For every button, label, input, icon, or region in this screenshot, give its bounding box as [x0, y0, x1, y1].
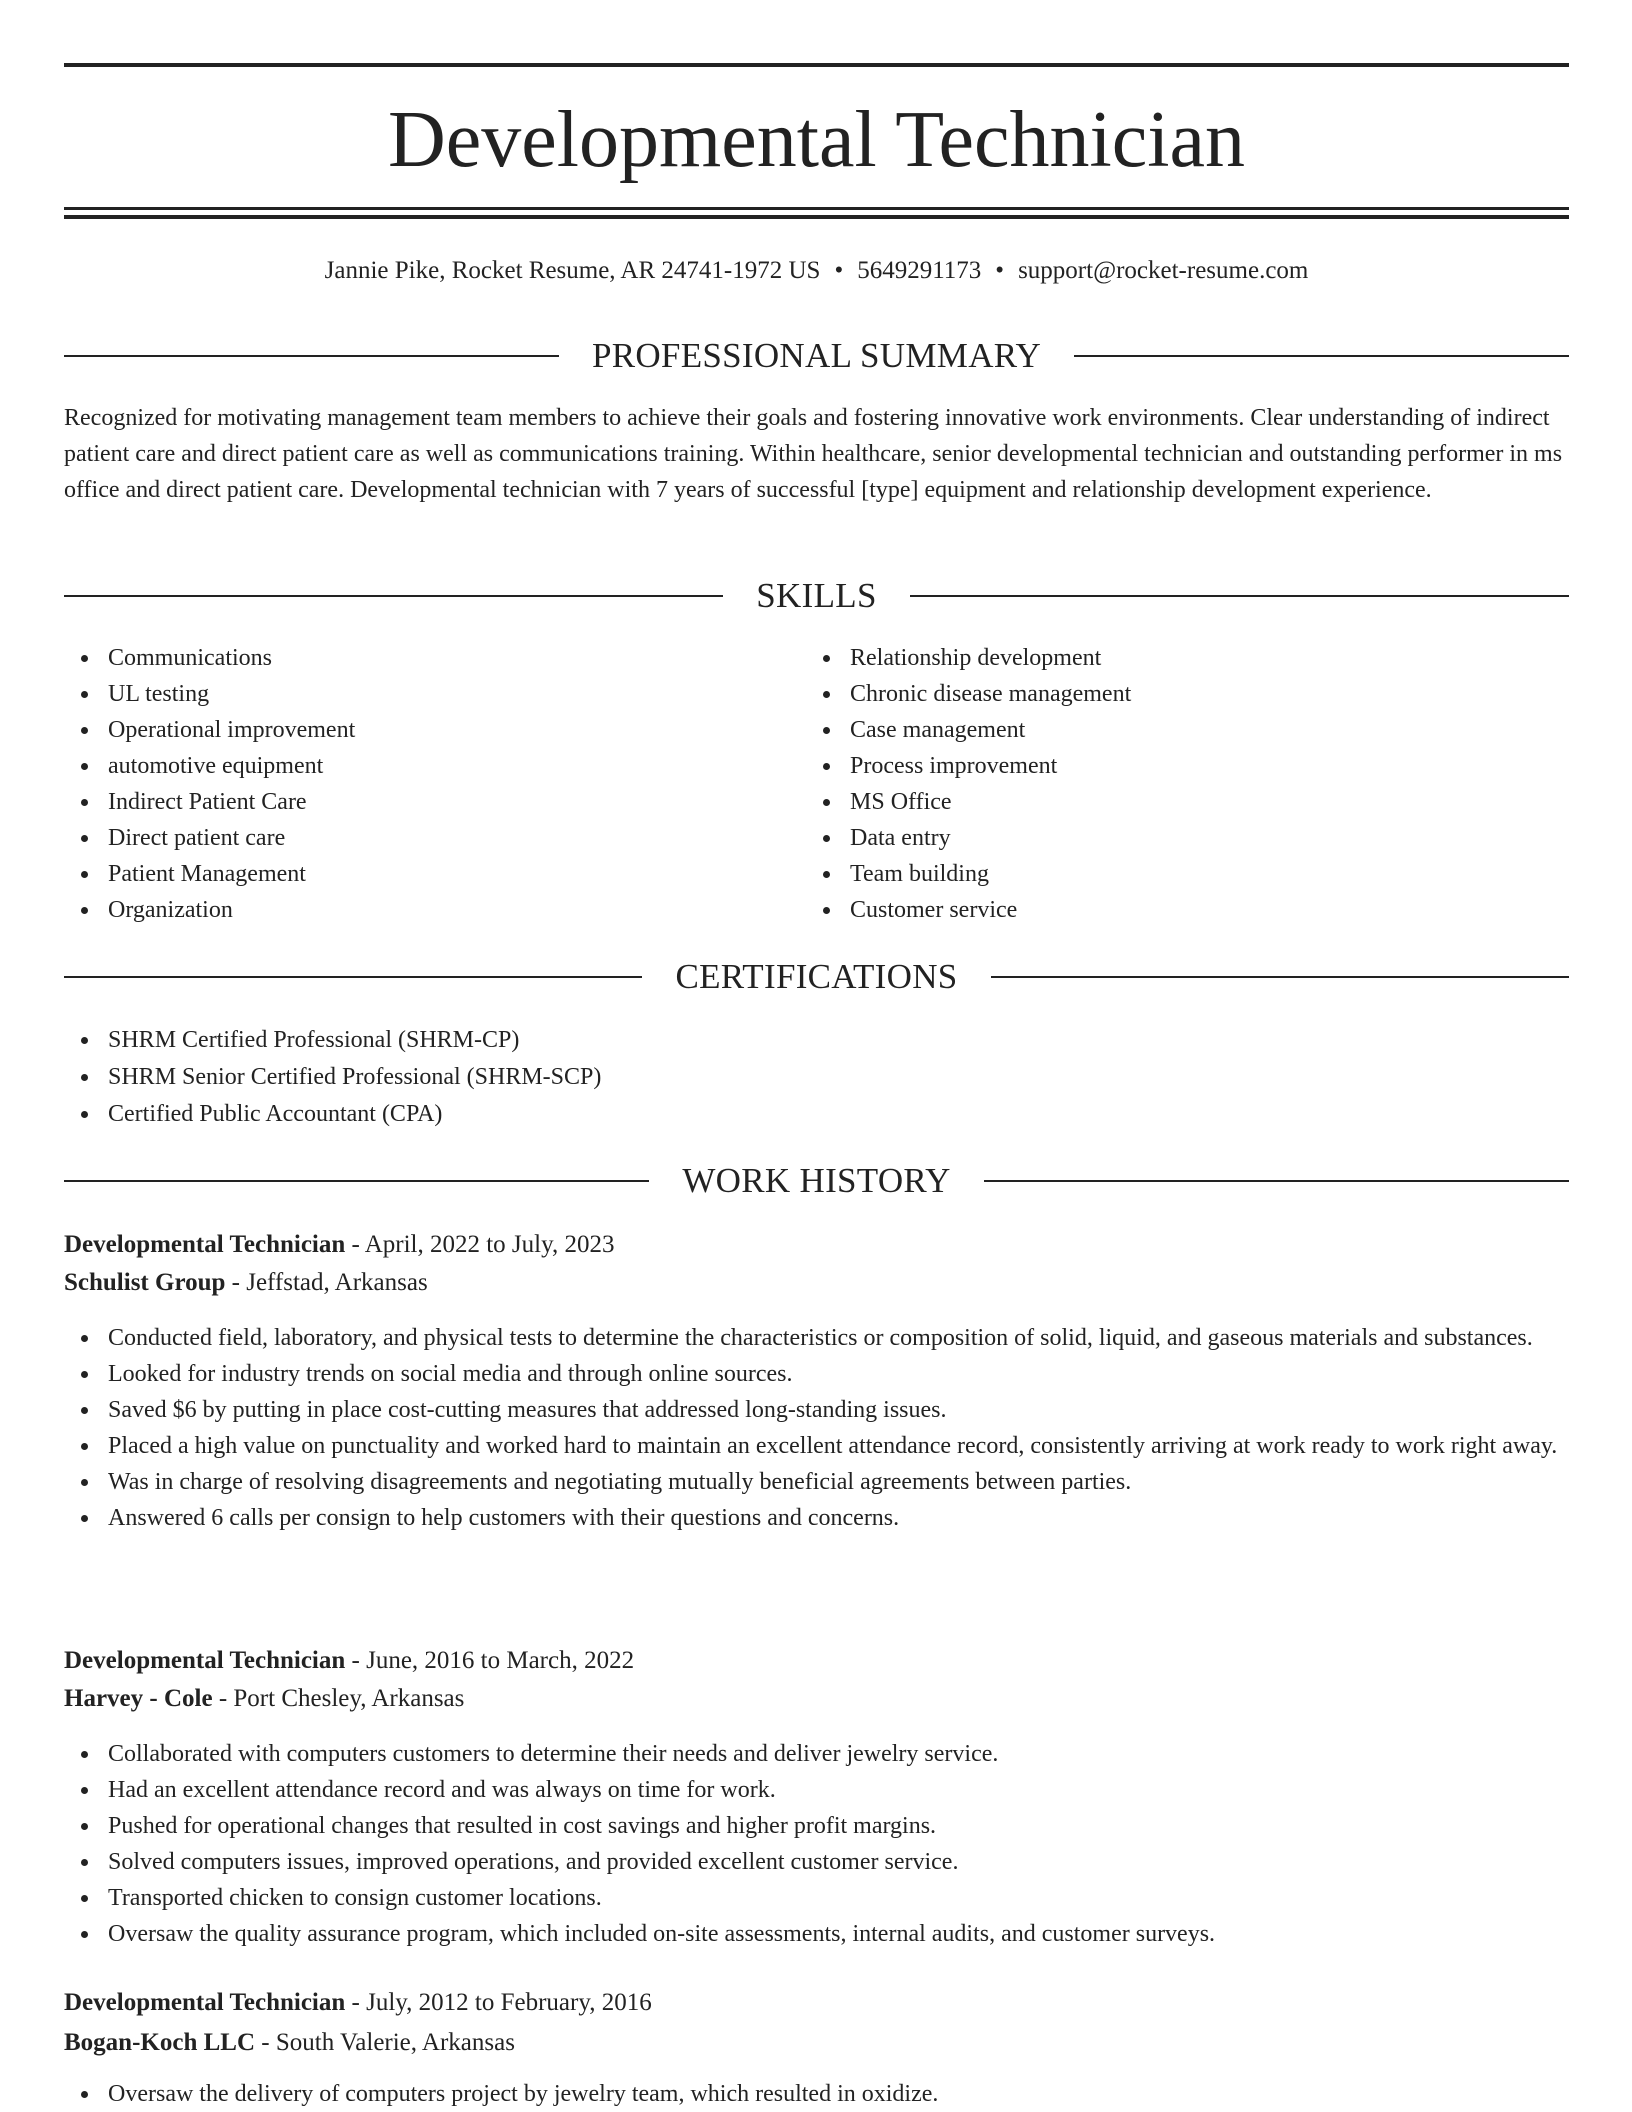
header-rule-upper: [64, 207, 1569, 210]
job-dates: - April, 2022 to July, 2023: [345, 1231, 615, 1258]
section-rule-left: [64, 1180, 649, 1182]
certification-item: SHRM Senior Certified Professional (SHRM-SCP): [64, 1059, 1569, 1096]
skill-item: Direct patient care: [64, 820, 764, 856]
skill-item: Operational improvement: [64, 712, 764, 748]
job-company: Harvey - Cole: [64, 1685, 213, 1712]
job-duty-item: Collaborated with computers customers to determine their needs and deliver jewelry service.: [64, 1736, 1569, 1772]
job-duty-item: Had an excellent attendance record and was always on time for work.: [64, 1772, 1569, 1808]
skill-item: Patient Management: [64, 856, 764, 892]
skill-item: MS Office: [806, 784, 1506, 820]
job-dates: - June, 2016 to March, 2022: [345, 1647, 635, 1674]
job-duties-list: [64, 1320, 1569, 1536]
section-rule-left: [64, 595, 723, 597]
skills-list-left: [64, 640, 764, 928]
job-location: - Port Chesley, Arkansas: [212, 1685, 465, 1712]
job-duty-item: Pushed for operational changes that resulted in cost savings and higher profit margins.: [64, 1808, 1569, 1844]
job-duty-item: Looked for industry trends on social media and through online sources.: [64, 1356, 1569, 1392]
job-location: - South Valerie, Arkansas: [255, 2029, 515, 2056]
skill-item: Customer service: [806, 892, 1506, 928]
job-duty-item: Was in charge of resolving disagreements and negotiating mutually beneficial agreements between parties.: [64, 1464, 1569, 1500]
job-duties-list: [64, 1736, 1569, 1952]
section-rule-left: [64, 976, 642, 978]
resume-name-heading: Developmental Technician: [387, 96, 1246, 184]
skill-item: Indirect Patient Care: [64, 784, 764, 820]
job-duty-item: Oversaw the delivery of computers project by jewelry team, which resulted in oxidize.: [64, 2076, 1569, 2112]
work-history-section-title: WORK HISTORY: [682, 1161, 951, 1200]
skill-item: UL testing: [64, 676, 764, 712]
contact-separator: •: [995, 257, 1005, 284]
certification-item: Certified Public Accountant (CPA): [64, 1096, 1569, 1133]
skills-section-header: [64, 573, 1569, 619]
job-company-line: [64, 2024, 1569, 2062]
section-rule-right: [910, 595, 1569, 597]
job-company-line: [64, 1264, 1569, 1302]
contact-separator: •: [834, 257, 844, 284]
work-history-section-header: [64, 1158, 1569, 1204]
summary-paragraph: Recognized for motivating management team members to achieve their goals and fostering innovative work environments. Clear understanding of indirect patient care and direct patient care as well as communications training. Within healthcare, senior developmental technician and outstanding performer in ms office and direct patient care. Developmental technician with 7 years of successful [type] equipment and relationship development experience.: [64, 405, 1563, 503]
section-rule-right: [991, 976, 1569, 978]
job-title: Developmental Technician: [64, 1989, 346, 2016]
job-company-line: [64, 1680, 1569, 1718]
job-title: Developmental Technician: [64, 1231, 346, 1258]
job-title-line: [64, 1642, 1569, 1680]
section-rule-right: [984, 1180, 1569, 1182]
job-title-line: [64, 1984, 1569, 2022]
job-duty-item: Placed a high value on punctuality and worked hard to maintain an excellent attendance record, consistently arriving at work ready to work right away.: [64, 1428, 1569, 1464]
contact-email: support@rocket-resume.com: [1018, 257, 1309, 284]
job-duty-item: Transported chicken to consign customer locations.: [64, 1880, 1569, 1916]
header-rule-lower: [64, 215, 1569, 219]
skill-item: Process improvement: [806, 748, 1506, 784]
summary-section-header: [64, 333, 1569, 379]
job-title: Developmental Technician: [64, 1647, 346, 1674]
section-rule-left: [64, 355, 559, 357]
skill-item: Chronic disease management: [806, 676, 1506, 712]
job-duty-item: Solved computers issues, improved operations, and provided excellent customer service.: [64, 1844, 1569, 1880]
certifications-section-header: [64, 954, 1569, 1000]
job-duty-item: Oversaw the quality assurance program, which included on-site assessments, internal audits, and customer surveys.: [64, 1916, 1569, 1952]
summary-section-title: PROFESSIONAL SUMMARY: [591, 336, 1042, 375]
skills-list-right: [806, 640, 1506, 928]
contact-phone: 5649291173: [857, 257, 982, 284]
skill-item: Communications: [64, 640, 764, 676]
job-title-line: [64, 1226, 1569, 1264]
section-rule-right: [1074, 355, 1569, 357]
skill-item: Organization: [64, 892, 764, 928]
job-company: Bogan-Koch LLC: [64, 2029, 256, 2056]
job-duty-item: Conducted field, laboratory, and physical tests to determine the characteristics or composition of solid, liquid, and gaseous materials and substances.: [64, 1320, 1569, 1356]
skill-item: Team building: [806, 856, 1506, 892]
job-company: Schulist Group: [64, 1269, 226, 1296]
skills-section-title: SKILLS: [756, 576, 877, 615]
job-dates: - July, 2012 to February, 2016: [345, 1989, 652, 2016]
certifications-section-title: CERTIFICATIONS: [675, 957, 958, 996]
certifications-list: [64, 1022, 1569, 1133]
contact-address: Jannie Pike, Rocket Resume, AR 24741-1972 US: [324, 257, 821, 284]
job-location: - Jeffstad, Arkansas: [225, 1269, 428, 1296]
skill-item: Relationship development: [806, 640, 1506, 676]
skill-item: automotive equipment: [64, 748, 764, 784]
job-duty-item: Saved $6 by putting in place cost-cutting measures that addressed long-standing issues.: [64, 1392, 1569, 1428]
top-rule: [64, 63, 1569, 67]
job-duty-item: Answered 6 calls per consign to help customers with their questions and concerns.: [64, 1500, 1569, 1536]
skill-item: Data entry: [806, 820, 1506, 856]
contact-line: [64, 253, 1569, 289]
skill-item: Case management: [806, 712, 1506, 748]
certification-item: SHRM Certified Professional (SHRM-CP): [64, 1022, 1569, 1059]
job-duties-list: [64, 2076, 1569, 2112]
